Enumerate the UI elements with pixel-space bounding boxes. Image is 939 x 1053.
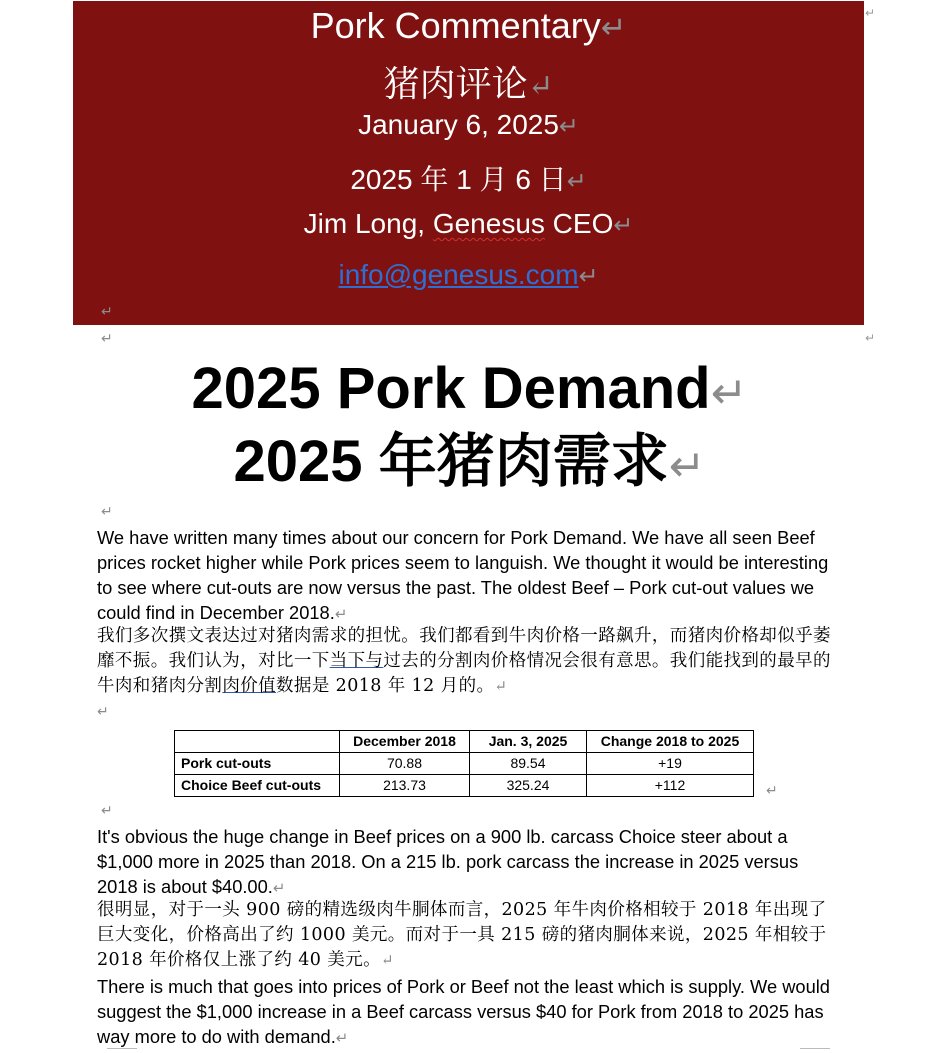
table-row	[175, 753, 754, 775]
table-header: Change 2018 to 2025	[587, 731, 754, 753]
page-corner-mark	[800, 1048, 830, 1049]
paragraph-mark	[766, 782, 778, 799]
paragraph-3: There is much that goes into prices of Pork or Beef not the least which is supply. We would suggest the $1,000 increase in a Beef carcass versus $40 for Pork from 2018 to 2025 has way more to do with demand. ↵	[97, 974, 837, 1051]
paragraph-1: We have written many times about our concern for Pork Demand. We have all seen Beef prices rocket higher while Pork prices seem to languish. We thought it would be interesting to see where cut-outs are now versus the past. The oldest Beef – Pork cut-out values we could find in December 2018. ↵	[97, 525, 837, 627]
paragraph-mark	[97, 703, 109, 720]
commentary-title: Pork Commentary ↵	[73, 5, 864, 47]
table-cell: 70.88	[340, 753, 470, 775]
email-link[interactable]: info@genesus.com	[338, 259, 579, 290]
table-cell: 213.73	[340, 775, 470, 797]
table-header	[175, 731, 340, 753]
paragraph-1-cn: 我们多次撰文表达过对猪肉需求的担忧。我们都看到牛肉价格一路飙升，而猪肉价格却似乎萎靡不振。我们认为，对比一下当下与过去的分割肉价格情况会很有意思。我们能找到的最早的牛肉和猪肉分割肉价值数据是 2018 年 12 月的。 ↵	[97, 624, 837, 699]
table-header: Jan. 3, 2025	[470, 731, 587, 753]
table-cell: Choice Beef cut-outs	[175, 775, 340, 797]
table-cell: 325.24	[470, 775, 587, 797]
paragraph-mark	[101, 503, 113, 520]
table-cell: 89.54	[470, 753, 587, 775]
paragraph-mark	[865, 6, 875, 20]
paragraph-mark	[101, 330, 113, 347]
spellcheck-word: Genesus	[432, 208, 545, 239]
author-line: Jim Long, Genesus CEO ↵	[73, 208, 864, 240]
table-header-row	[175, 731, 754, 753]
email-line	[73, 259, 864, 291]
headline-title: 2025 Pork Demand ↵	[0, 356, 939, 427]
page-corner-mark	[107, 1048, 137, 1049]
paragraph-mark	[101, 802, 113, 819]
paragraph-mark	[101, 303, 113, 320]
cutout-table	[174, 730, 754, 797]
headline-title-cn: 2025 年猪肉需求 ↵	[0, 428, 939, 500]
paragraph-mark	[865, 331, 875, 345]
table-cell: Pork cut-outs	[175, 753, 340, 775]
table-header: December 2018	[340, 731, 470, 753]
commentary-date-cn: 2025 年 1 月 6 日 ↵	[73, 158, 864, 198]
paragraph-2: It's obvious the huge change in Beef prices on a 900 lb. carcass Choice steer about a $1,000 more in 2025 than 2018. On a 215 lb. pork carcass the increase in 2025 versus 2018 is about $40.00. ↵	[97, 824, 837, 901]
commentary-date: January 6, 2025 ↵	[73, 109, 864, 141]
table-cell: +112	[587, 775, 754, 797]
table-cell: +19	[587, 753, 754, 775]
paragraph-2-cn: 很明显，对于一头 900 磅的精选级肉牛胴体而言，2025 年牛肉价格相较于 2018 年出现了巨大变化，价格高出了约 1000 美元。而对于一具 215 磅的猪肉胴体来说，2025 年相较于 2018 年价格仅上涨了约 40 美元。 ↵	[97, 898, 837, 973]
commentary-title-cn: 猪肉评论 ↵	[73, 56, 864, 107]
header-banner	[73, 1, 864, 325]
table-row	[175, 775, 754, 797]
